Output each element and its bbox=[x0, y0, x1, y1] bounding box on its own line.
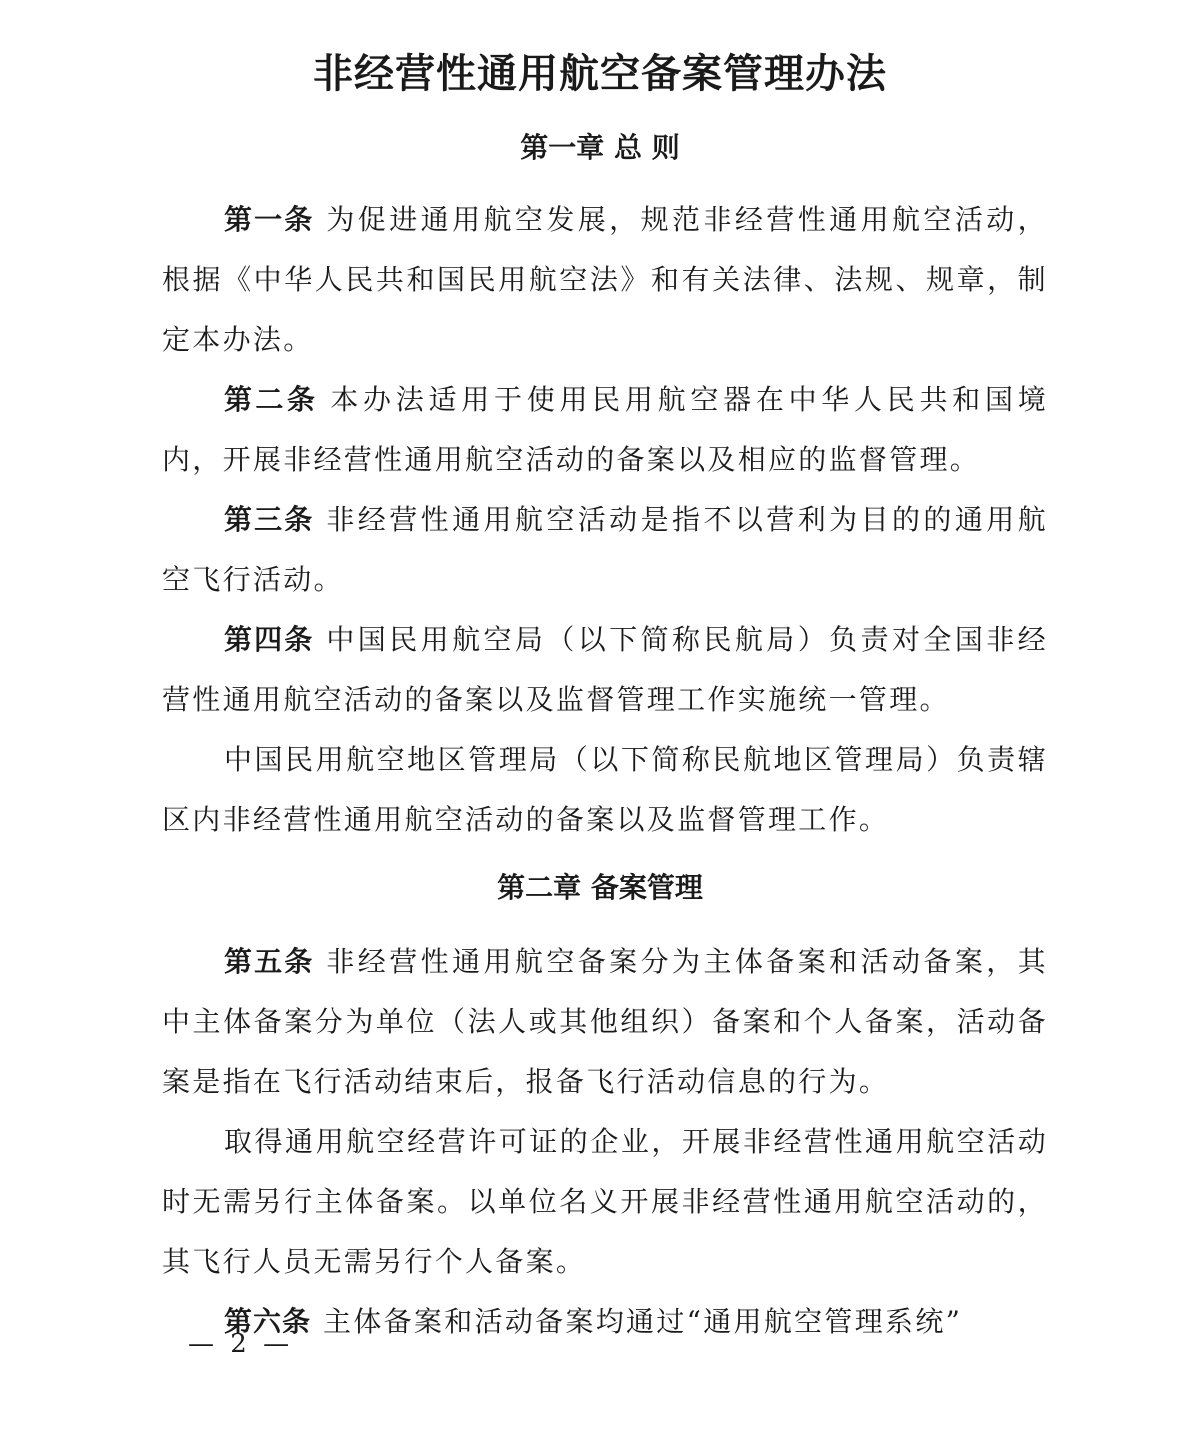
article-4-label: 第四条 bbox=[224, 623, 315, 656]
chapter-2-heading: 第二章 备案管理 bbox=[497, 871, 703, 904]
article-5-label: 第五条 bbox=[224, 945, 315, 978]
article-6 bbox=[162, 1292, 1048, 1352]
article-4 bbox=[162, 610, 1048, 730]
article-3-text: 非经营性通用航空活动是指不以营利为目的的通用航空飞行活动。 bbox=[162, 503, 1048, 596]
article-6-label: 第六条 bbox=[224, 1305, 312, 1338]
article-2-text: 本办法适用于使用民用航空器在中华人民共和国境内，开展非经营性通用航空活动的备案以及相应的监督管理。 bbox=[162, 383, 1048, 476]
article-2-label: 第二条 bbox=[224, 383, 319, 416]
article-3-label: 第三条 bbox=[224, 503, 315, 536]
article-3 bbox=[162, 490, 1048, 610]
article-2 bbox=[162, 370, 1048, 490]
article-4-text: 中国民用航空局（以下简称民航局）负责对全国非经营性通用航空活动的备案以及监督管理工作实施统一管理。 bbox=[162, 623, 1048, 716]
article-1-label: 第一条 bbox=[224, 203, 315, 236]
article-1 bbox=[162, 190, 1048, 370]
article-4-continuation: 中国民用航空地区管理局（以下简称民航地区管理局）负责辖区内非经营性通用航空活动的备案以及监督管理工作。 bbox=[162, 743, 1048, 836]
article-5 bbox=[162, 932, 1048, 1112]
page-number: — 2 — bbox=[188, 1329, 294, 1359]
article-5-continuation: 取得通用航空经营许可证的企业，开展非经营性通用航空活动时无需另行主体备案。以单位名义开展非经营性通用航空活动的，其飞行人员无需另行个人备案。 bbox=[162, 1125, 1048, 1278]
article-6-text: 主体备案和活动备案均通过“通用航空管理系统” bbox=[323, 1305, 963, 1338]
chapter-1-heading: 第一章 总 则 bbox=[520, 131, 680, 164]
article-1-text: 为促进通用航空发展，规范非经营性通用航空活动，根据《中华人民共和国民用航空法》和有关法律、法规、规章，制定本办法。 bbox=[162, 203, 1048, 356]
document-title: 非经营性通用航空备案管理办法 bbox=[313, 51, 887, 97]
article-5-text: 非经营性通用航空备案分为主体备案和活动备案，其中主体备案分为单位（法人或其他组织）备案和个人备案，活动备案是指在飞行活动结束后，报备飞行活动信息的行为。 bbox=[162, 945, 1048, 1098]
